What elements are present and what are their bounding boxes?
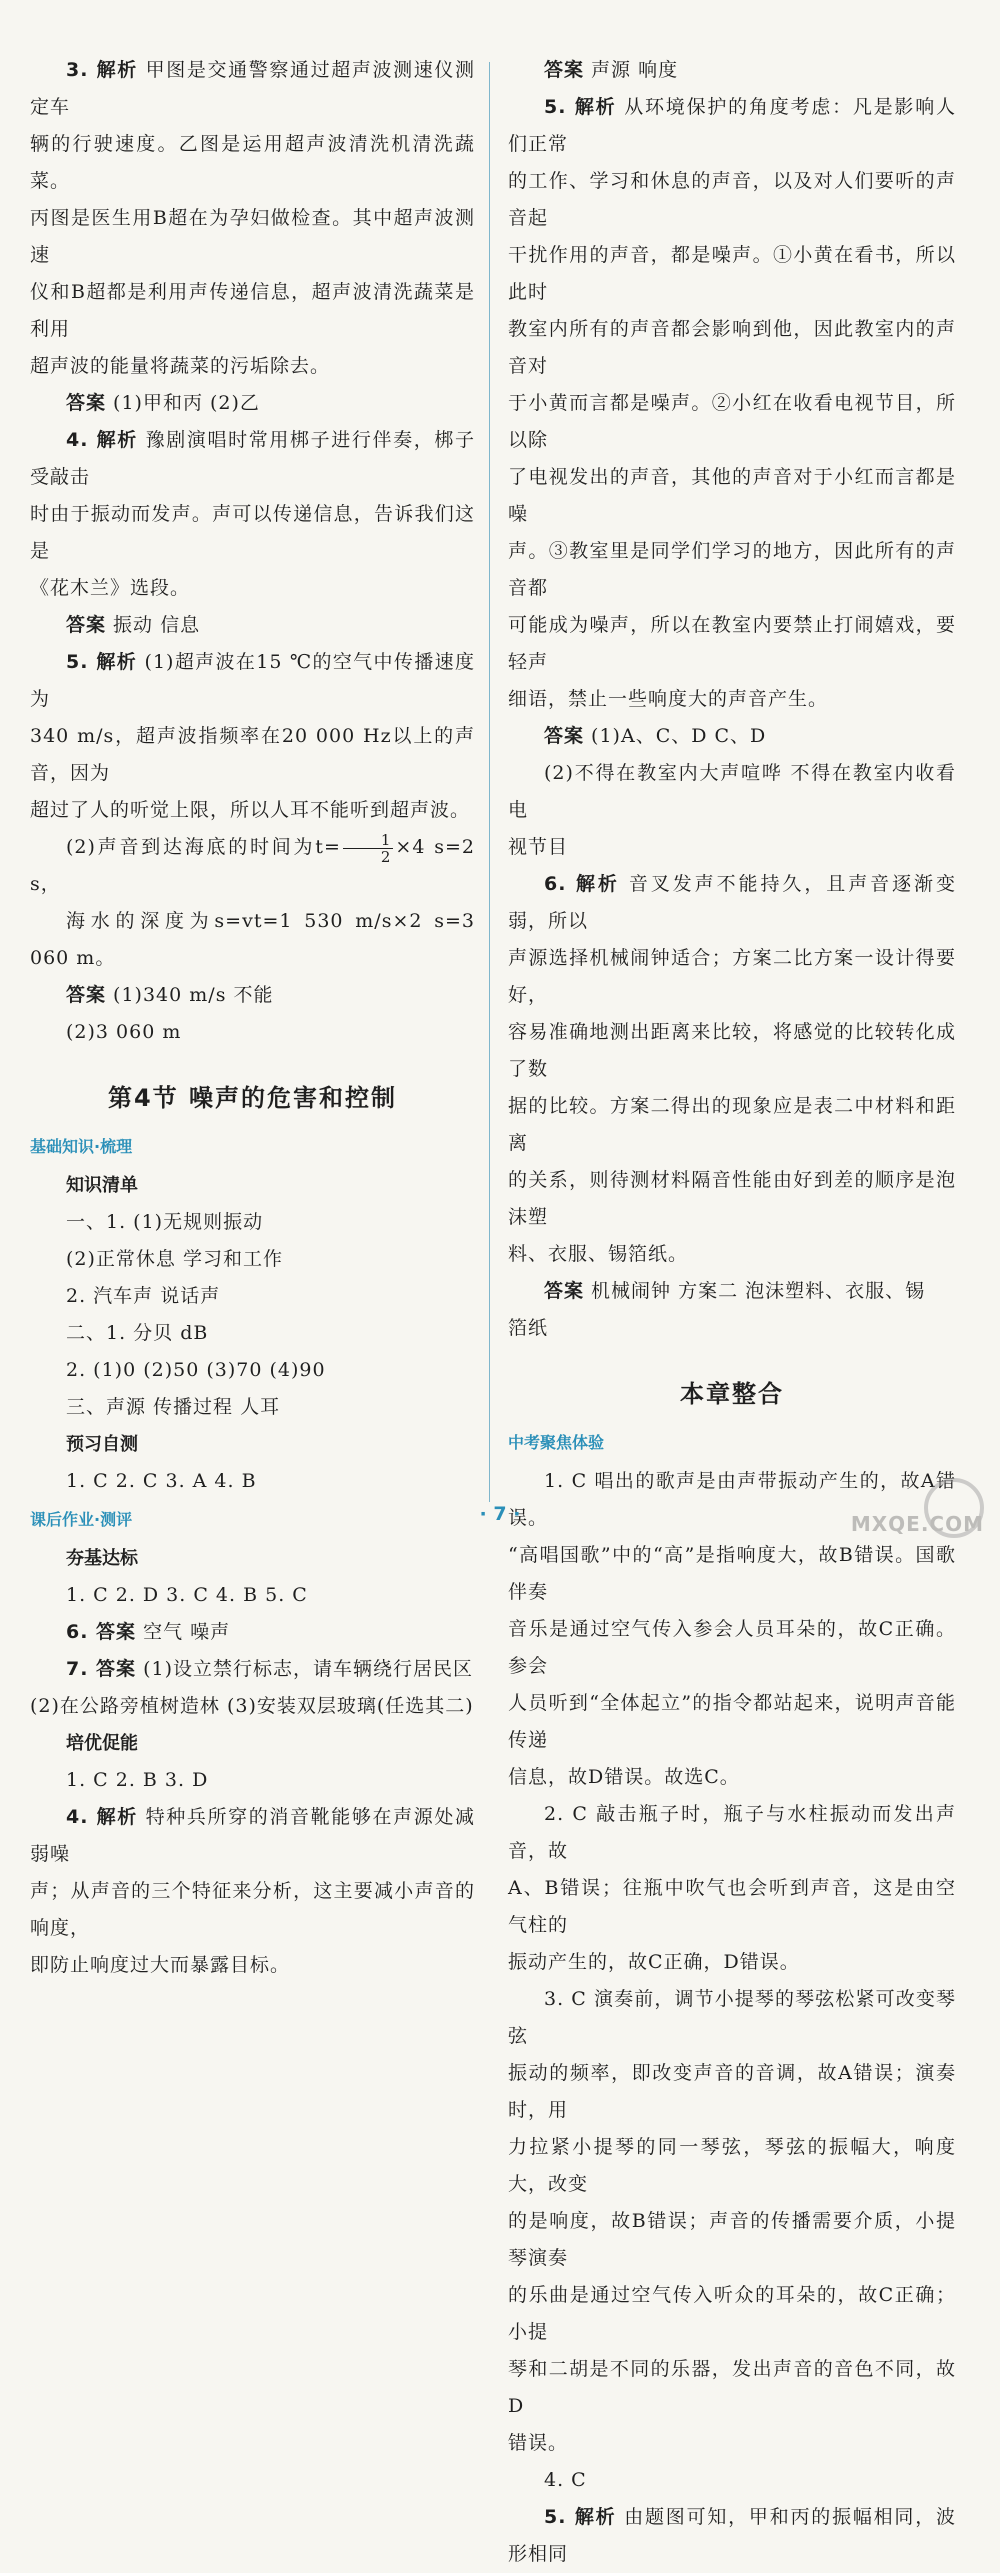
text-line: 振动的频率，即改变声音的音调，故A错误；演奏时，用 bbox=[508, 2062, 956, 2121]
right-q3 bbox=[508, 1981, 956, 2462]
right-q2 bbox=[508, 1796, 956, 1981]
text-line: 340 m/s，超声波指频率在20 000 Hz以上的声音，因为 bbox=[30, 725, 475, 784]
text-line: 错误。 bbox=[508, 2432, 569, 2454]
text-line: 声；从声音的三个特征来分析，这主要减小声音的响度， bbox=[30, 1880, 475, 1939]
label-prefix: 答案 bbox=[544, 725, 585, 747]
answer-line: (2)3 060 m bbox=[66, 1021, 182, 1043]
text-line: 声源选择机械闹钟适合；方案二比方案一设计得要好， bbox=[508, 947, 956, 1006]
equation-text: (2)声音到达海底的时间为t= bbox=[66, 836, 341, 858]
text-line: 超过了人的听觉上限，所以人耳不能听到超声波。 bbox=[30, 799, 471, 821]
text-line: 时由于振动而发声。声可以传递信息，告诉我们这是 bbox=[30, 503, 475, 562]
right-column bbox=[508, 52, 956, 2573]
text-line: 信息，故D错误。故选C。 bbox=[508, 1766, 740, 1788]
answer-line: 答案 振动 信息 bbox=[66, 614, 201, 636]
label-prefix: 3. 解析 bbox=[66, 59, 138, 81]
answer-line: 答案 机械闹钟 方案二 泡沫塑料、衣服、锡 bbox=[544, 1280, 926, 1302]
subheading: 培优促能 bbox=[66, 1733, 138, 1754]
text-line: “高唱国歌”中的“高”是指响度大，故B错误。国歌伴奏 bbox=[508, 1544, 956, 1603]
fraction-denominator: 2 bbox=[380, 847, 392, 866]
category-heading: 基础知识·梳理 bbox=[30, 1137, 133, 1156]
label-prefix: 4. 解析 bbox=[66, 1806, 138, 1828]
text-line: 4. 解析 豫剧演唱时常用梆子进行伴奏，梆子受敲击 bbox=[30, 429, 475, 488]
column-divider bbox=[489, 62, 490, 1502]
text-line: 1. C 唱出的歌声是由声带振动产生的，故A错误。 bbox=[508, 1470, 956, 1529]
text-line: 据的比较。方案二得出的现象应是表二中材料和距离 bbox=[508, 1095, 956, 1154]
watermark-text: MXQE.COM bbox=[850, 1512, 984, 1536]
label-prefix: 6. 解析 bbox=[544, 873, 620, 895]
knowledge-list bbox=[30, 1204, 475, 1426]
text-line: 料、衣服、锡箔纸。 bbox=[508, 1243, 689, 1265]
right-q6-explanation bbox=[508, 866, 956, 1347]
text-line: 琴和二胡是不同的乐器，发出声音的音色不同，故D bbox=[508, 2358, 956, 2417]
subheading: 知识清单 bbox=[66, 1175, 138, 1196]
answer-line: 箔纸 bbox=[508, 1317, 549, 1339]
text-line: 振动产生的，故C正确，D错误。 bbox=[508, 1951, 800, 1973]
answer-line: 答案 (1)A、C、D C、D bbox=[544, 725, 767, 747]
subheading: 夯基达标 bbox=[66, 1548, 138, 1569]
text-line: 容易准确地测出距离来比较，将感觉的比较转化成了数 bbox=[508, 1021, 956, 1080]
text-line: 3. 解析 甲图是交通警察通过超声波测速仪测定车 bbox=[30, 59, 475, 118]
label-prefix: 5. 解析 bbox=[66, 651, 138, 673]
list-item: 2. (1)0 (2)50 (3)70 (4)90 bbox=[66, 1359, 326, 1381]
answer-line: 答案 (1)340 m/s 不能 bbox=[66, 984, 274, 1006]
text-line: 的乐曲是通过空气传入听众的耳朵的，故C正确；小提 bbox=[508, 2284, 956, 2343]
text-line: 声。③教室里是同学们学习的地方，因此所有的声音都 bbox=[508, 540, 956, 599]
label-prefix: 6. 答案 bbox=[66, 1621, 137, 1643]
left-column bbox=[30, 52, 475, 1984]
section-title: 第4节 噪声的危害和控制 bbox=[107, 1084, 398, 1112]
equation-line bbox=[30, 829, 475, 903]
text-line: 即防止响度过大而暴露目标。 bbox=[30, 1954, 291, 1976]
text-line: 了电视发出的声音，其他的声音对于小红而言都是噪 bbox=[508, 466, 956, 525]
list-item: 三、声源 传播过程 人耳 bbox=[66, 1396, 281, 1418]
answer-line: (2)不得在教室内大声喧哗 不得在教室内收看电 bbox=[508, 762, 956, 821]
text-line: 仪和B超都是利用声传递信息，超声波清洗蔬菜是利用 bbox=[30, 281, 475, 340]
label-prefix: 答案 bbox=[544, 1280, 585, 1302]
fraction-numerator: 1 bbox=[343, 832, 394, 849]
category-heading: 课后作业·测评 bbox=[30, 1510, 133, 1529]
text-line: 6. 解析 音叉发声不能持久，且声音逐渐变弱，所以 bbox=[508, 873, 956, 932]
text-line: 的关系，则待测材料隔音性能由好到差的顺序是泡沫塑 bbox=[508, 1169, 956, 1228]
label-prefix: 5. 解析 bbox=[544, 96, 617, 118]
category-heading: 中考聚焦体验 bbox=[508, 1433, 605, 1452]
text-line: 干扰作用的声音，都是噪声。①小黄在看书，所以此时 bbox=[508, 244, 956, 303]
text-line: 音乐是通过空气传入参会人员耳朵的，故C正确。参会 bbox=[508, 1618, 956, 1677]
answer-line: 答案 (1)甲和丙 (2)乙 bbox=[66, 392, 260, 414]
text-line: 力拉紧小提琴的同一琴弦，琴弦的振幅大，响度大，改变 bbox=[508, 2136, 956, 2195]
answer-line: 1. C 2. B 3. D bbox=[66, 1769, 209, 1791]
text-line: 4. 解析 特种兵所穿的消音靴能够在声源处减弱噪 bbox=[30, 1806, 475, 1865]
text-line: 丙图是医生用B超在为孕妇做检查。其中超声波测速 bbox=[30, 207, 475, 266]
text-line: 5. 解析 (1)超声波在15 ℃的空气中传播速度为 bbox=[30, 651, 475, 710]
list-item: (2)正常休息 学习和工作 bbox=[66, 1248, 283, 1270]
answer-line: 视节目 bbox=[508, 836, 569, 858]
text-line: 5. 解析 从环境保护的角度考虑：凡是影响人们正常 bbox=[508, 96, 956, 155]
text-line: 辆的行驶速度。乙图是运用超声波清洗机清洗蔬菜。 bbox=[30, 133, 475, 192]
text-line: 人员听到“全体起立”的指令都站起来，说明声音能传递 bbox=[508, 1692, 956, 1751]
text-line: 的是响度，故B错误；声音的传播需要介质，小提琴演奏 bbox=[508, 2210, 956, 2269]
right-q5-explanation bbox=[508, 89, 956, 866]
chapter-title: 本章整合 bbox=[680, 1380, 784, 1408]
fraction bbox=[343, 832, 394, 865]
left-q3-explanation bbox=[30, 52, 475, 422]
answer-line: 1. C 2. D 3. C 4. B 5. C bbox=[66, 1584, 308, 1606]
list-item: 一、1. (1)无规则振动 bbox=[66, 1211, 264, 1233]
answer-line: (2)在公路旁植树造林 (3)安装双层玻璃(任选其二) bbox=[30, 1695, 474, 1717]
label-prefix: 7. 答案 bbox=[66, 1658, 137, 1680]
text-line: 3. C 演奏前，调节小提琴的琴弦松紧可改变琴弦 bbox=[508, 1988, 956, 2047]
left-q4-explanation bbox=[30, 422, 475, 644]
page-number: · 7 · bbox=[479, 1503, 521, 1525]
text-line: 细语，禁止一些响度大的声音产生。 bbox=[508, 688, 829, 710]
text-line: 《花木兰》选段。 bbox=[30, 577, 191, 599]
text-line: 于小黄而言都是噪声。②小红在收看电视节目，所以除 bbox=[508, 392, 956, 451]
text-line: 的工作、学习和休息的声音，以及对人们要听的声音起 bbox=[508, 170, 956, 229]
text-line: 超声波的能量将蔬菜的污垢除去。 bbox=[30, 355, 331, 377]
watermark-logo bbox=[834, 1478, 984, 1536]
answer-line: 1. C 2. C 3. A 4. B bbox=[66, 1470, 257, 1492]
text-line: 可能成为噪声，所以在教室内要禁止打闹嬉戏，要轻声 bbox=[508, 614, 956, 673]
list-item: 2. 汽车声 说话声 bbox=[66, 1285, 221, 1307]
text-line: 5. 解析 由题图可知，甲和丙的振幅相同，波形相同 bbox=[508, 2506, 956, 2565]
label-prefix: 答案 bbox=[66, 984, 107, 1006]
text-line: A、B错误；往瓶中吹气也会听到声音，这是由空气柱的 bbox=[508, 1877, 956, 1936]
answer-line: 答案 声源 响度 bbox=[544, 59, 679, 81]
subheading: 预习自测 bbox=[66, 1434, 138, 1455]
equation-line: 海水的深度为s=vt=1 530 m/s×2 s=3 060 m。 bbox=[30, 910, 475, 969]
answer-line: 7. 答案 (1)设立禁行标志，请车辆绕行居民区 bbox=[66, 1658, 474, 1680]
list-item: 二、1. 分贝 dB bbox=[66, 1322, 209, 1344]
label-prefix: 5. 解析 bbox=[544, 2506, 617, 2528]
text-line: 2. C 敲击瓶子时，瓶子与水柱振动而发出声音，故 bbox=[508, 1803, 956, 1862]
text-line: 教室内所有的声音都会影响到他，因此教室内的声音对 bbox=[508, 318, 956, 377]
label-prefix: 答案 bbox=[66, 614, 107, 636]
left-q5-explanation bbox=[30, 644, 475, 1051]
label-prefix: 4. 解析 bbox=[66, 429, 138, 451]
answer-line: 6. 答案 空气 噪声 bbox=[66, 1621, 231, 1643]
label-prefix: 答案 bbox=[544, 59, 585, 81]
label-prefix: 答案 bbox=[66, 392, 107, 414]
equation-text: ×4 s=2 s， bbox=[30, 836, 475, 895]
answer-line: 4. C bbox=[544, 2469, 587, 2491]
